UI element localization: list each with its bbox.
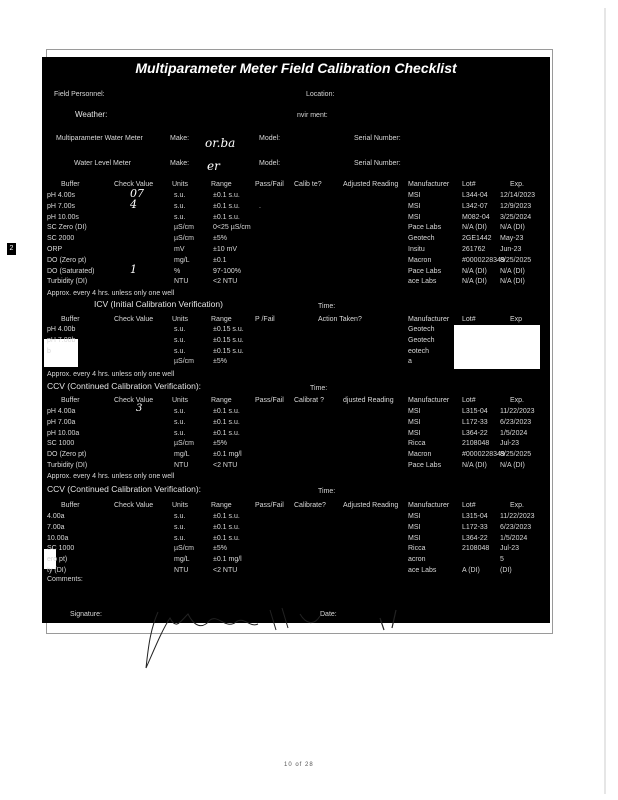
ccv2-row-lot: L315-04 bbox=[462, 513, 488, 520]
ccv1-column-header-9: Exp. bbox=[510, 397, 525, 404]
calibration-row-range: ±5% bbox=[213, 235, 227, 243]
calibration-row-buffer: SC 2000 bbox=[47, 235, 75, 243]
page-number: 10 of 28 bbox=[284, 762, 314, 768]
ccv2-row-manufacturer: acron bbox=[408, 556, 426, 564]
ccv2-row-units: mg/L bbox=[174, 556, 190, 564]
ccv1-column-header-2: Units bbox=[172, 397, 188, 404]
calibration-row-units: µS/cm bbox=[174, 235, 194, 243]
calibration-row-manufacturer: ace Labs bbox=[408, 278, 437, 286]
calibration-row-units: s.u. bbox=[174, 202, 186, 210]
calibration-row-buffer: ORP bbox=[47, 246, 63, 253]
ccv2-row-exp: (DI) bbox=[500, 567, 512, 574]
ccv2-row-exp: 11/22/2023 bbox=[500, 513, 535, 520]
ccv1-row-lot: #0000228349 bbox=[462, 451, 505, 459]
ccv1-row-buffer: pH 7.00a bbox=[47, 418, 76, 426]
ccv2-row-range: <2 NTU bbox=[213, 567, 238, 574]
calibration-row-exp: N/A (DI) bbox=[500, 224, 525, 232]
icv-row-units: s.u. bbox=[174, 347, 186, 355]
calibration-row-lot: L344-04 bbox=[462, 192, 488, 199]
column-header-3: Range bbox=[211, 181, 232, 188]
ccv2-row-range: ±0.1 s.u. bbox=[213, 523, 240, 531]
signature-scribble bbox=[140, 600, 440, 675]
ccv1-row-range: ±5% bbox=[213, 440, 227, 448]
ccv1-row-buffer: DO (Zero pt) bbox=[47, 451, 87, 459]
calibration-row-exp: 3/25/2024 bbox=[500, 213, 532, 221]
comments-label: Comments: bbox=[47, 576, 83, 583]
ccv1-row-units: mg/L bbox=[174, 451, 190, 459]
signature-label: Signature: bbox=[70, 611, 102, 618]
ccv2-row-range: ±0.1 s.u. bbox=[213, 534, 240, 542]
ccv1-row-manufacturer: Macron bbox=[408, 451, 432, 459]
ccv1-row-manufacturer: MSI bbox=[408, 408, 421, 415]
ccv1-row-check: 3 bbox=[136, 403, 143, 414]
calibration-row-units: mg/L bbox=[174, 256, 190, 264]
calibration-row-range: <2 NTU bbox=[213, 278, 238, 286]
icv-row-manufacturer: Geotech bbox=[408, 326, 435, 333]
ccv1-row-range: ±0.1 s.u. bbox=[213, 408, 240, 415]
approx-note: Approx. every 4 hrs. unless only one well bbox=[47, 290, 175, 297]
column-header-1: Check Value bbox=[114, 181, 154, 188]
calibration-row-exp: N/A (DI) bbox=[500, 278, 525, 286]
icv-heading: ICV (Initial Calibration Verification) bbox=[94, 299, 223, 309]
ccv1-row-exp: 1/5/2024 bbox=[500, 429, 528, 437]
calibration-row-manufacturer: Macron bbox=[408, 256, 432, 264]
ccv1-time-label: Time: bbox=[310, 385, 328, 392]
date-label: Date: bbox=[320, 611, 337, 618]
icv-column-header-0: Buffer bbox=[61, 316, 80, 323]
calibration-row-manufacturer: MSI bbox=[408, 213, 421, 221]
ccv2-column-header-0: Buffer bbox=[61, 502, 80, 509]
calibration-row-buffer: DO (Saturated) bbox=[47, 267, 95, 275]
environment-label: nvir ment: bbox=[297, 112, 328, 119]
icv-note: Approx. every 4 hrs. unless only one well bbox=[47, 371, 175, 378]
calibration-row-check: 1 bbox=[130, 262, 137, 276]
ccv1-column-header-4: Pass/Fail bbox=[255, 397, 284, 404]
ccv2-row-manufacturer: MSI bbox=[408, 534, 421, 542]
icv-row-units: s.u. bbox=[174, 336, 186, 344]
water-level-meter-label: Water Level Meter bbox=[74, 160, 131, 167]
column-header-7: Manufacturer bbox=[408, 181, 450, 188]
calibration-row-manufacturer: MSI bbox=[408, 202, 421, 210]
calibration-row-exp: 12/9/2023 bbox=[500, 202, 532, 210]
icv-column-header-2: Units bbox=[172, 316, 188, 323]
icv-row-range: ±0.15 s.u. bbox=[213, 326, 244, 333]
multiparameter-meter-label: Multiparameter Water Meter bbox=[56, 135, 143, 142]
icv-column-header-3: Range bbox=[211, 316, 232, 323]
calibration-row-buffer: pH 10.00s bbox=[47, 213, 79, 221]
ccv1-row-buffer: SC 1000 bbox=[47, 440, 75, 448]
ccv1-row-lot: L315-04 bbox=[462, 408, 488, 415]
calibration-row-range: 97-100% bbox=[213, 267, 242, 275]
ccv1-row-range: ±0.1 mg/l bbox=[213, 451, 242, 459]
scan-edge-line bbox=[604, 8, 606, 794]
ccv2-row-exp: 1/5/2024 bbox=[500, 534, 528, 542]
ccv2-column-header-7: Manufacturer bbox=[408, 502, 450, 509]
ccv2-time-label: Time: bbox=[318, 488, 336, 495]
ccv1-column-header-3: Range bbox=[211, 397, 232, 404]
ccv2-row-lot: L364-22 bbox=[462, 534, 488, 542]
ccv2-row-lot: A (DI) bbox=[462, 567, 480, 574]
redaction-block bbox=[454, 325, 540, 369]
ccv1-row-exp: N/A (DI) bbox=[500, 462, 525, 469]
ccv2-row-manufacturer: ace Labs bbox=[408, 567, 437, 574]
calibration-row-units: NTU bbox=[174, 278, 189, 286]
ccv1-row-lot: N/A (DI) bbox=[462, 462, 487, 469]
ccv2-column-header-1: Check Value bbox=[114, 502, 154, 509]
ccv1-heading: CCV (Continued Calibration Verification): bbox=[47, 381, 202, 391]
ccv1-row-units: NTU bbox=[174, 462, 189, 469]
ccv1-row-units: µS/cm bbox=[174, 440, 194, 448]
icv-column-header-8: Exp bbox=[510, 316, 523, 323]
calibration-row-lot: 261762 bbox=[462, 246, 486, 253]
icv-row-manufacturer: Geotech bbox=[408, 336, 435, 344]
column-header-0: Buffer bbox=[61, 181, 80, 188]
serial-number-label-2: Serial Number: bbox=[354, 160, 401, 167]
ccv1-row-range: ±0.1 s.u. bbox=[213, 418, 240, 426]
ccv1-row-range: ±0.1 s.u. bbox=[213, 429, 240, 437]
calibration-row-lot: L342-07 bbox=[462, 202, 488, 210]
ccv1-row-manufacturer: MSI bbox=[408, 429, 421, 437]
ccv2-column-header-4: Pass/Fail bbox=[255, 502, 284, 509]
ccv2-row-units: s.u. bbox=[174, 523, 186, 531]
ccv1-note: Approx. every 4 hrs. unless only one well bbox=[47, 473, 175, 480]
column-header-9: Exp. bbox=[510, 181, 525, 188]
ccv2-row-units: µS/cm bbox=[174, 545, 194, 553]
icv-column-header-5: Action Taken? bbox=[318, 316, 362, 323]
ccv2-row-units: NTU bbox=[174, 567, 189, 574]
model-label-2: Model: bbox=[259, 160, 281, 167]
make-label-2: Make: bbox=[170, 160, 190, 167]
ccv2-row-lot: L172-33 bbox=[462, 523, 488, 531]
ccv2-row-manufacturer: MSI bbox=[408, 513, 421, 520]
ccv2-row-range: ±0.1 mg/l bbox=[213, 556, 242, 564]
ccv1-row-lot: L172-33 bbox=[462, 418, 488, 426]
make-label: Make: bbox=[170, 135, 190, 142]
ccv2-row-exp: 5 bbox=[500, 556, 504, 564]
calibration-row-range: ±0.1 s.u. bbox=[213, 213, 240, 221]
calibration-row-units: % bbox=[174, 267, 181, 275]
ccv2-row-manufacturer: Ricca bbox=[408, 545, 426, 553]
calibration-row-manufacturer: Geotech bbox=[408, 235, 435, 243]
calibration-checklist-form bbox=[42, 57, 550, 623]
make-handwritten: or.ba bbox=[205, 136, 236, 150]
calibration-row-lot: 2GE1442 bbox=[462, 235, 492, 243]
calibration-row-pass: . bbox=[259, 202, 261, 210]
column-header-4: Pass/Fail bbox=[255, 181, 284, 188]
column-header-2: Units bbox=[172, 181, 188, 188]
calibration-row-buffer: Turbidity (DI) bbox=[47, 278, 88, 286]
calibration-row-exp: N/A (DI) bbox=[500, 267, 525, 275]
page-marker: 2 bbox=[7, 243, 16, 255]
ccv2-row-manufacturer: MSI bbox=[408, 523, 421, 531]
field-personnel-label: Field Personnel: bbox=[54, 91, 105, 98]
calibration-row-units: mV bbox=[174, 246, 185, 253]
ccv1-column-header-0: Buffer bbox=[61, 397, 80, 404]
ccv1-row-units: s.u. bbox=[174, 418, 186, 426]
calibration-row-exp: Jun-23 bbox=[500, 246, 522, 253]
icv-row-range: ±0.15 s.u. bbox=[213, 336, 244, 344]
ccv2-column-header-2: Units bbox=[172, 502, 188, 509]
calibration-row-range: 0<25 µS/cm bbox=[213, 224, 251, 232]
ccv2-row-units: s.u. bbox=[174, 534, 186, 542]
icv-time-label: Time: bbox=[318, 303, 336, 310]
ccv2-row-buffer: ero pt) bbox=[47, 556, 68, 564]
ccv1-row-manufacturer: MSI bbox=[408, 418, 421, 426]
ccv1-row-manufacturer: Pace Labs bbox=[408, 462, 442, 469]
icv-row-manufacturer: eotech bbox=[408, 347, 430, 355]
ccv1-row-buffer: Turbidity (DI) bbox=[47, 462, 88, 469]
calibration-row-range: ±0.1 bbox=[213, 256, 227, 264]
form-title: Multiparameter Meter Field Calibration Checklist bbox=[135, 60, 457, 76]
icv-row-units: s.u. bbox=[174, 326, 186, 333]
ccv2-row-range: ±5% bbox=[213, 545, 227, 553]
icv-column-header-4: P /Fail bbox=[255, 316, 275, 323]
calibration-row-range: ±0.1 s.u. bbox=[213, 192, 240, 199]
ccv1-column-header-1: Check Value bbox=[114, 397, 154, 404]
icv-row-manufacturer: a bbox=[408, 358, 412, 366]
ccv2-column-header-8: Lot# bbox=[462, 502, 476, 509]
ccv2-column-header-6: Adjusted Reading bbox=[343, 502, 399, 509]
icv-row-range: ±5% bbox=[213, 358, 227, 366]
location-label: Location: bbox=[306, 91, 335, 98]
icv-column-header-6: Manufacturer bbox=[408, 316, 450, 323]
icv-row-range: ±0.15 s.u. bbox=[213, 347, 244, 355]
ccv2-column-header-5: Calibrate? bbox=[294, 502, 326, 509]
calibration-row-lot: #0000228349 bbox=[462, 256, 505, 264]
ccv1-column-header-7: Manufacturer bbox=[408, 397, 450, 404]
icv-row-buffer: b bbox=[47, 347, 51, 355]
ccv2-row-buffer: ty (DI) bbox=[47, 567, 67, 574]
ccv1-column-header-6: djusted Reading bbox=[343, 397, 394, 404]
ccv2-row-exp: 6/23/2023 bbox=[500, 523, 532, 531]
ccv1-row-exp: 6/23/2023 bbox=[500, 418, 532, 426]
ccv1-row-buffer: pH 4.00a bbox=[47, 408, 76, 415]
calibration-row-units: s.u. bbox=[174, 213, 186, 221]
column-header-6: Adjusted Reading bbox=[343, 181, 399, 188]
calibration-row-buffer: pH 4.00s bbox=[47, 192, 76, 199]
serial-number-label: Serial Number: bbox=[354, 135, 401, 142]
calibration-row-exp: 12/14/2023 bbox=[500, 192, 536, 199]
model-label: Model: bbox=[259, 135, 281, 142]
calibration-row-buffer: DO (Zero pt) bbox=[47, 256, 87, 264]
ccv1-column-header-5: Calibrat ? bbox=[294, 397, 324, 404]
ccv1-row-exp: Jul-23 bbox=[500, 440, 520, 448]
calibration-row-lot: N/A (DI) bbox=[462, 278, 487, 286]
ccv2-column-header-3: Range bbox=[211, 502, 232, 509]
make-handwritten-2: er bbox=[207, 159, 220, 173]
ccv2-row-lot: 2108048 bbox=[462, 545, 490, 553]
calibration-row-manufacturer: Insitu bbox=[408, 246, 425, 253]
calibration-row-lot: N/A (DI) bbox=[462, 267, 487, 275]
calibration-row-lot: N/A (DI) bbox=[462, 224, 487, 232]
icv-row-buffer: pH 7.00b bbox=[47, 336, 76, 344]
ccv2-row-buffer: 4.00a bbox=[47, 513, 65, 520]
weather-label: Weather: bbox=[75, 110, 108, 119]
calibration-row-units: s.u. bbox=[174, 192, 186, 199]
ccv2-row-units: s.u. bbox=[174, 513, 186, 520]
ccv1-row-range: <2 NTU bbox=[213, 462, 238, 469]
ccv2-heading: CCV (Continued Calibration Verification): bbox=[47, 484, 202, 494]
calibration-row-buffer: pH 7.00s bbox=[47, 202, 76, 210]
calibration-row-manufacturer: MSI bbox=[408, 192, 421, 199]
ccv2-row-exp: Jul-23 bbox=[500, 545, 520, 553]
ccv2-row-range: ±0.1 s.u. bbox=[213, 513, 240, 520]
calibration-row-units: µS/cm bbox=[174, 224, 194, 232]
calibration-row-check: 07 bbox=[130, 187, 144, 200]
calibration-row-range: ±10 mV bbox=[213, 246, 238, 253]
ccv1-row-exp: 11/22/2023 bbox=[500, 408, 535, 415]
icv-row-buffer: pH 4.00b bbox=[47, 326, 76, 333]
calibration-row-lot: M082-04 bbox=[462, 213, 490, 221]
icv-column-header-1: Check Value bbox=[114, 316, 154, 323]
calibration-row-buffer: SC Zero (DI) bbox=[47, 224, 87, 232]
icv-row-units: µS/cm bbox=[174, 358, 194, 366]
ccv1-row-manufacturer: Ricca bbox=[408, 440, 426, 448]
ccv1-row-lot: 2108048 bbox=[462, 440, 490, 448]
calibration-row-check: 4 bbox=[130, 197, 137, 211]
calibration-row-exp: May-23 bbox=[500, 235, 524, 243]
calibration-row-manufacturer: Pace Labs bbox=[408, 267, 442, 275]
ccv1-column-header-8: Lot# bbox=[462, 397, 476, 404]
ccv2-row-buffer: 7.00a bbox=[47, 523, 65, 531]
column-header-5: Calib te? bbox=[294, 181, 322, 188]
ccv1-row-units: s.u. bbox=[174, 408, 186, 415]
ccv1-row-buffer: pH 10.00a bbox=[47, 429, 80, 437]
ccv2-row-buffer: 10.00a bbox=[47, 534, 69, 542]
icv-column-header-7: Lot# bbox=[462, 316, 476, 323]
ccv1-row-lot: L364-22 bbox=[462, 429, 488, 437]
calibration-row-manufacturer: Pace Labs bbox=[408, 224, 442, 232]
ccv1-row-exp: 8/25/2025 bbox=[500, 451, 532, 459]
ccv2-column-header-9: Exp. bbox=[510, 502, 525, 509]
column-header-8: Lot# bbox=[462, 181, 476, 188]
ccv1-row-units: s.u. bbox=[174, 429, 186, 437]
ccv2-row-buffer: SC 1000 bbox=[47, 545, 75, 553]
calibration-row-exp: 8/25/2025 bbox=[500, 256, 532, 264]
calibration-row-range: ±0.1 s.u. bbox=[213, 202, 240, 210]
